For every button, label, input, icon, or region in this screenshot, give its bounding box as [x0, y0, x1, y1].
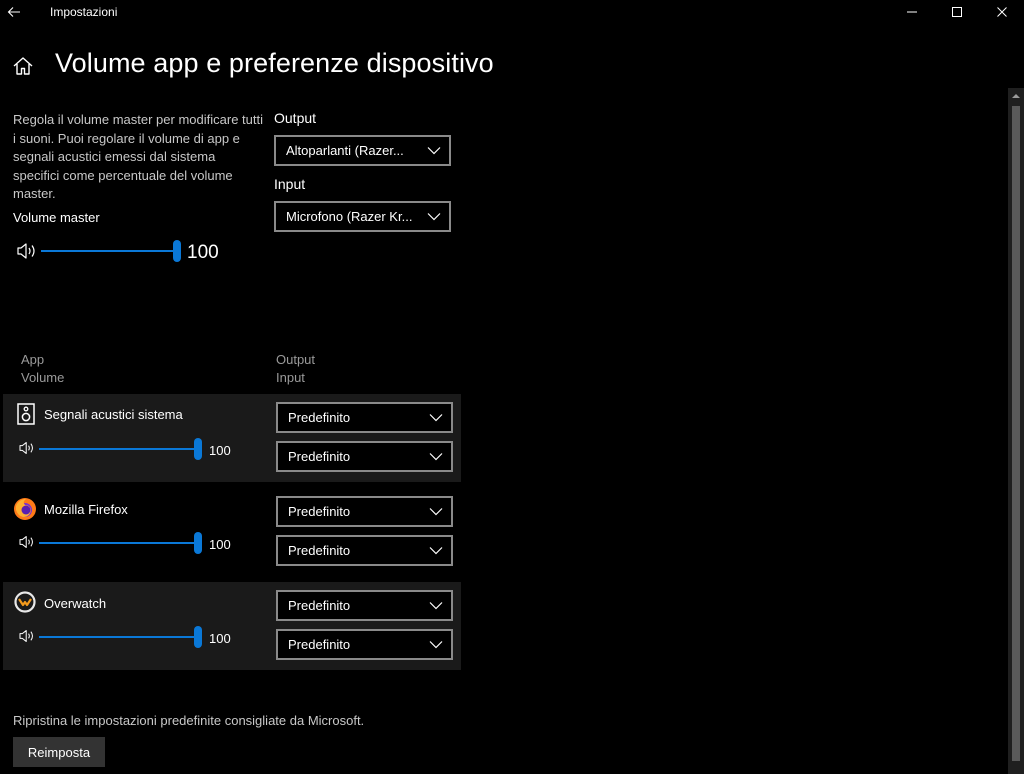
window-title: Impostazioni: [50, 5, 118, 19]
input-header: Input: [276, 370, 305, 385]
input-device-value: Microfono (Razer Kr...: [286, 209, 413, 224]
app-volume-value: 100: [209, 631, 231, 646]
close-icon: [996, 6, 1008, 18]
app-input-value: Predefinito: [288, 637, 351, 652]
output-input-header: [276, 351, 315, 387]
home-icon: [12, 55, 34, 77]
app-row-overwatch: [3, 582, 461, 670]
app-volume-header: [21, 351, 64, 387]
master-volume-slider[interactable]: [41, 240, 181, 262]
speaker-icon: [18, 629, 36, 643]
app-row-firefox: [3, 488, 461, 576]
input-label: Input: [274, 176, 306, 192]
app-input-select[interactable]: [276, 535, 453, 566]
input-device-select[interactable]: [274, 201, 451, 232]
app-input-value: Predefinito: [288, 449, 351, 464]
back-arrow-icon: [7, 6, 21, 18]
chevron-down-icon: [429, 601, 443, 610]
master-volume-value: 100: [187, 242, 219, 263]
slider-thumb[interactable]: [194, 626, 202, 648]
back-button[interactable]: [0, 0, 28, 24]
app-output-select[interactable]: [276, 402, 453, 433]
slider-thumb[interactable]: [194, 438, 202, 460]
speaker-icon: [16, 242, 38, 260]
app-volume-slider[interactable]: [39, 438, 202, 460]
slider-thumb[interactable]: [194, 532, 202, 554]
app-output-value: Predefinito: [288, 598, 351, 613]
app-volume-value: 100: [209, 443, 231, 458]
chevron-down-icon: [429, 546, 443, 555]
app-row-system-sounds: [3, 394, 461, 482]
app-output-select[interactable]: [276, 496, 453, 527]
output-header: Output: [276, 352, 316, 367]
app-output-value: Predefinito: [288, 410, 351, 425]
speaker-system-icon: [16, 403, 36, 425]
title-bar: [0, 0, 1024, 24]
chevron-down-icon: [429, 507, 443, 516]
minimize-button[interactable]: [889, 0, 935, 24]
scroll-thumb[interactable]: [1012, 106, 1020, 761]
reset-button[interactable]: Reimposta: [13, 737, 105, 767]
speaker-icon: [18, 535, 36, 549]
chevron-down-icon: [429, 413, 443, 422]
app-name: Mozilla Firefox: [44, 502, 128, 517]
slider-thumb[interactable]: [173, 240, 181, 262]
reset-description: Ripristina le impostazioni predefinite consigliate da Microsoft.: [13, 713, 365, 728]
app-output-select[interactable]: [276, 590, 453, 621]
output-device-select[interactable]: [274, 135, 451, 166]
scrollbar[interactable]: [1008, 88, 1024, 774]
output-device-value: Altoparlanti (Razer...: [286, 143, 404, 158]
page-title: Volume app e preferenze dispositivo: [55, 48, 494, 78]
maximize-button[interactable]: [934, 0, 980, 24]
scroll-up-icon[interactable]: [1011, 92, 1021, 100]
chevron-down-icon: [427, 146, 441, 155]
speaker-icon: [18, 441, 36, 455]
slider-track: [39, 636, 198, 638]
app-name: Overwatch: [44, 596, 107, 611]
volume-header: Volume: [21, 370, 65, 385]
close-button[interactable]: [979, 0, 1024, 24]
chevron-down-icon: [429, 640, 443, 649]
app-input-select[interactable]: [276, 629, 453, 660]
app-name: Segnali acustici sistema: [44, 407, 183, 422]
chevron-down-icon: [427, 212, 441, 221]
master-volume-label: Volume master: [13, 210, 100, 225]
slider-track: [41, 250, 177, 252]
maximize-icon: [951, 6, 963, 18]
home-button[interactable]: [12, 55, 34, 77]
overwatch-icon: [14, 591, 36, 613]
slider-track: [39, 448, 198, 450]
chevron-down-icon: [429, 452, 443, 461]
minimize-icon: [906, 6, 918, 18]
app-volume-slider[interactable]: [39, 532, 202, 554]
app-input-select[interactable]: [276, 441, 453, 472]
slider-track: [39, 542, 198, 544]
app-volume-value: 100: [209, 537, 231, 552]
master-description: Regola il volume master per modificare tutti i suoni. Puoi regolare il volume di app e segnali acustici emessi dal sistema specifici come percentuale del volume master.: [13, 112, 263, 201]
output-label: Output: [274, 110, 317, 126]
app-header: App: [21, 352, 45, 367]
app-output-value: Predefinito: [288, 504, 351, 519]
app-volume-slider[interactable]: [39, 626, 202, 648]
firefox-icon: [13, 497, 37, 521]
app-input-value: Predefinito: [288, 543, 351, 558]
